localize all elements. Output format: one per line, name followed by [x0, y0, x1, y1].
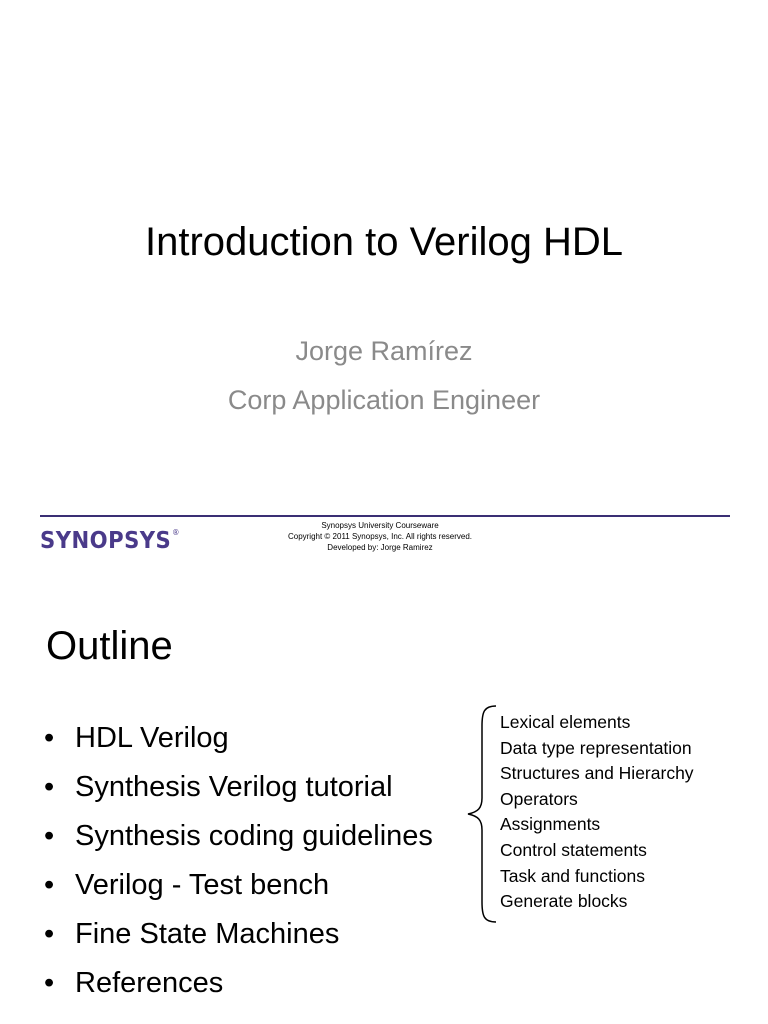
outline-item — [44, 763, 433, 812]
outline-item — [44, 910, 433, 959]
outline-item-label: Verilog - Test bench — [75, 869, 330, 901]
author-role: Corp Application Engineer — [227, 385, 541, 415]
outline-item-label: References — [75, 967, 224, 999]
outline-item — [44, 959, 433, 1008]
subtopic-item: Assignments — [500, 814, 601, 835]
outline-list — [44, 714, 433, 1008]
subtopic-item: Task and functions — [500, 865, 645, 886]
outline-item-label: Fine State Machines — [75, 918, 340, 950]
synopsys-logo — [40, 528, 180, 554]
bullet-icon: • — [44, 722, 55, 754]
footer-line-2: Copyright © 2011 Synopsys, Inc. All rights reserved. — [287, 532, 473, 541]
subtopic-item: Generate blocks — [500, 891, 628, 912]
registered-mark: ® — [172, 528, 180, 537]
bullet-icon: • — [44, 918, 55, 950]
footer-line-1: Synopsys University Courseware — [321, 521, 439, 530]
subtopics-list — [500, 710, 694, 915]
author-name: Jorge Ramírez — [295, 336, 473, 366]
outline-item-label: Synthesis coding guidelines — [75, 820, 433, 852]
subtopic-item: Control statements — [500, 839, 647, 860]
bullet-icon: • — [44, 869, 55, 901]
outline-title: Outline — [46, 624, 173, 668]
curly-brace-icon — [462, 704, 498, 924]
outline-item — [44, 812, 433, 861]
outline-slide — [0, 576, 768, 1024]
subtopic-item: Operators — [500, 788, 578, 809]
slide-title: Introduction to Verilog HDL — [144, 220, 624, 264]
footer-divider — [40, 515, 730, 517]
outline-item-label: Synthesis Verilog tutorial — [75, 771, 393, 803]
outline-item — [44, 714, 433, 763]
subtopic-item: Data type representation — [500, 737, 692, 758]
footer-text — [230, 520, 530, 553]
footer-line-3: Developed by: Jorge Ramirez — [327, 543, 433, 552]
bullet-icon: • — [44, 820, 55, 852]
outline-item — [44, 861, 433, 910]
subtopic-item: Structures and Hierarchy — [500, 763, 694, 784]
subtopic-item: Lexical elements — [500, 712, 631, 732]
outline-item-label: HDL Verilog — [75, 722, 229, 754]
logo-text: SYNOPSYS — [40, 528, 172, 554]
bullet-icon: • — [44, 967, 55, 999]
bullet-icon: • — [44, 771, 55, 803]
